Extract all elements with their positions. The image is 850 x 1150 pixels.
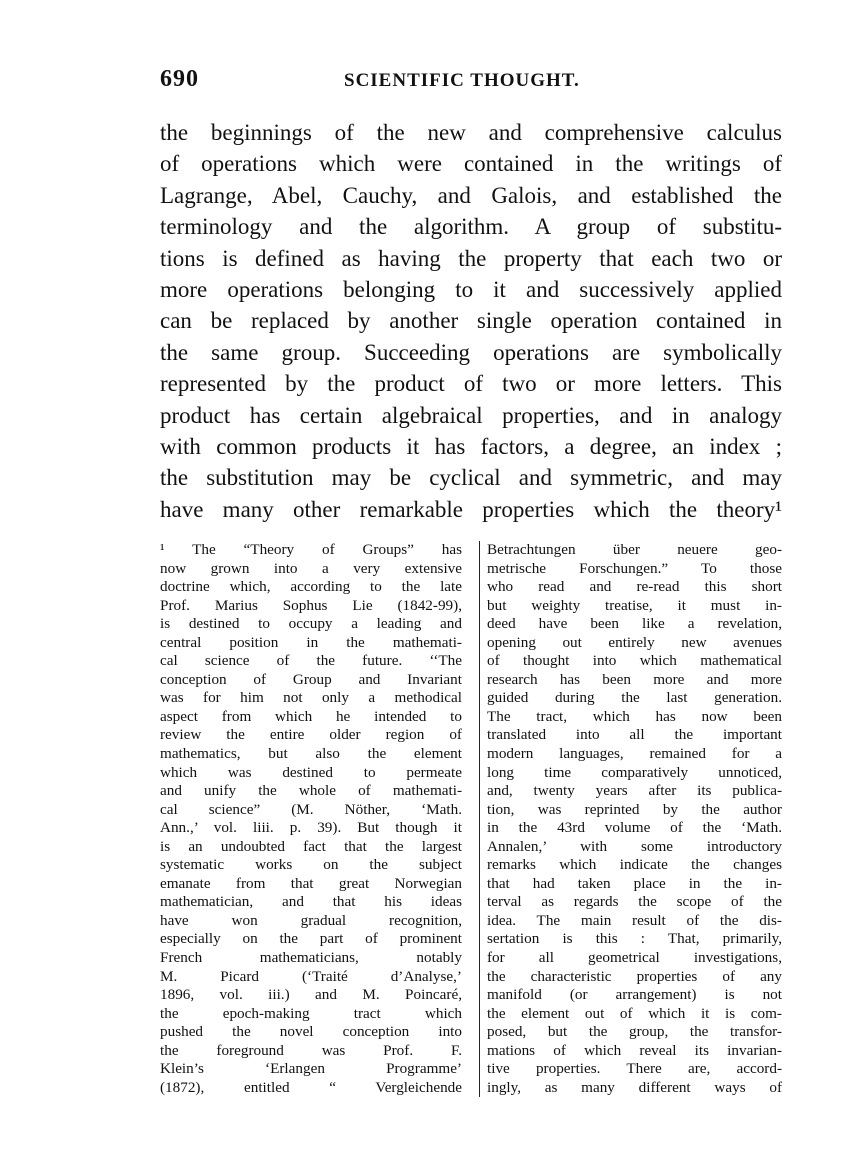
- footnote-line: have won gradual recognition,: [160, 911, 462, 929]
- footnote-line: of thought into which mathematical: [487, 652, 782, 670]
- footnote-column-left: [160, 541, 468, 1097]
- footnote-block: [160, 541, 782, 1097]
- body-text-line: more operations belonging to it and successively applied: [160, 277, 782, 303]
- body-text-line: with common products it has factors, a degree, an index ;: [160, 434, 782, 460]
- footnote-line: is an undoubted fact that the largest: [160, 837, 462, 855]
- main-paragraph: [160, 117, 782, 525]
- footnote-line: especially on the part of prominent: [160, 930, 462, 948]
- footnote-line: metrische Forschungen.” To those: [487, 559, 782, 577]
- footnote-line: central position in the mathemati-: [160, 633, 462, 651]
- footnote-line: the foreground was Prof. F.: [160, 1041, 462, 1059]
- footnote-line: French mathematicians, notably: [160, 949, 462, 967]
- footnote-line: M. Picard (‘Traité d’Analyse,’: [160, 967, 462, 985]
- footnote-line: tion, was reprinted by the author: [487, 800, 782, 818]
- footnote-line: was for him not only a methodical: [160, 689, 462, 707]
- footnote-line: the characteristic properties of any: [487, 967, 782, 985]
- footnote-line: The tract, which has now been: [487, 707, 782, 725]
- footnote-line: mathematician, and that his ideas: [160, 893, 462, 911]
- footnote-line: 1896, vol. iii.) and M. Poincaré,: [160, 986, 462, 1004]
- footnote-line: doctrine which, according to the late: [160, 578, 462, 596]
- page-number: 690: [160, 66, 199, 92]
- footnote-line: systematic works on the subject: [160, 856, 462, 874]
- footnote-line: long time comparatively unnoticed,: [487, 763, 782, 781]
- page-header: [160, 66, 782, 94]
- footnote-line: review the entire older region of: [160, 726, 462, 744]
- body-text-line: the beginnings of the new and comprehensive calculus: [160, 120, 782, 145]
- footnote-line: Klein’s ‘Erlangen Programme’: [160, 1060, 462, 1078]
- body-text-line: can be replaced by another single operation contained in: [160, 308, 782, 334]
- footnote-line: posed, but the group, the transfor-: [487, 1023, 782, 1041]
- footnote-line: conception of Group and Invariant: [160, 670, 462, 688]
- footnote-line: opening out entirely new avenues: [487, 633, 782, 651]
- footnote-line: Betrachtungen über neuere geo-: [487, 541, 782, 558]
- footnote-line: but weighty treatise, it must in-: [487, 596, 782, 614]
- footnote-line: now grown into a very extensive: [160, 559, 462, 577]
- footnote-line: modern languages, remained for a: [487, 745, 782, 763]
- body-text-line: the substitution may be cyclical and symmetric, and may: [160, 465, 782, 491]
- footnote-line: for all geometrical investigations,: [487, 949, 782, 967]
- body-text-line: have many other remarkable properties which the theory¹: [160, 496, 782, 522]
- footnote-line: mations of which reveal its invarian-: [487, 1041, 782, 1059]
- body-text-line: Lagrange, Abel, Cauchy, and Galois, and established the: [160, 182, 782, 208]
- footnote-column-right: [479, 541, 782, 1097]
- body-text-line: product has certain algebraical properties, and in analogy: [160, 402, 782, 428]
- footnote-line: in the 43rd volume of the ‘Math.: [487, 819, 782, 837]
- footnote-line: cal science of the future. ‘‘The: [160, 652, 462, 670]
- footnote-line: and, twenty years after its publica-: [487, 782, 782, 800]
- footnote-line: pushed the novel conception into: [160, 1023, 462, 1041]
- footnote-line: (1872), entitled “ Vergleichende: [160, 1078, 462, 1096]
- footnote-line: remarks which indicate the changes: [487, 856, 782, 874]
- footnote-line: sertation is this : That, primarily,: [487, 930, 782, 948]
- running-head: SCIENTIFIC THOUGHT.: [344, 70, 580, 91]
- footnote-line: and unify the whole of mathemati-: [160, 782, 462, 800]
- footnote-line: ingly, as many different ways of: [487, 1078, 782, 1096]
- body-text-line: the same group. Succeeding operations are symbolically: [160, 339, 782, 365]
- footnote-line: cal science” (M. Nöther, ‘Math.: [160, 800, 462, 818]
- footnote-line: manifold (or arrangement) is not: [487, 986, 782, 1004]
- footnote-line: the epoch-making tract which: [160, 1004, 462, 1022]
- footnote-line: ¹ The “Theory of Groups” has: [160, 541, 462, 558]
- footnote-line: idea. The main result of the dis-: [487, 911, 782, 929]
- footnote-line: Prof. Marius Sophus Lie (1842-99),: [160, 596, 462, 614]
- footnote-line: tive properties. There are, accord-: [487, 1060, 782, 1078]
- footnote-line: research has been more and more: [487, 670, 782, 688]
- body-text-line: of operations which were contained in the writings of: [160, 151, 782, 177]
- footnote-line: which was destined to permeate: [160, 763, 462, 781]
- footnote-line: the element out of which it is com-: [487, 1004, 782, 1022]
- body-text-line: tions is defined as having the property that each two or: [160, 245, 782, 271]
- footnote-line: that had taken place in the in-: [487, 874, 782, 892]
- footnote-line: is destined to occupy a leading and: [160, 615, 462, 633]
- footnote-line: guided during the last generation.: [487, 689, 782, 707]
- footnote-line: mathematics, but also the element: [160, 745, 462, 763]
- body-text-line: terminology and the algorithm. A group of substitu-: [160, 214, 782, 240]
- footnote-line: who read and re-read this short: [487, 578, 782, 596]
- footnote-line: Ann.,’ vol. liii. p. 39). But though it: [160, 819, 462, 837]
- footnote-line: Annalen,’ with some introductory: [487, 837, 782, 855]
- footnote-line: aspect from which he intended to: [160, 707, 462, 725]
- footnote-line: deed have been like a revelation,: [487, 615, 782, 633]
- footnote-line: emanate from that great Norwegian: [160, 874, 462, 892]
- footnote-line: translated into all the important: [487, 726, 782, 744]
- body-text-line: represented by the product of two or more letters. This: [160, 371, 782, 397]
- footnote-line: terval as regards the scope of the: [487, 893, 782, 911]
